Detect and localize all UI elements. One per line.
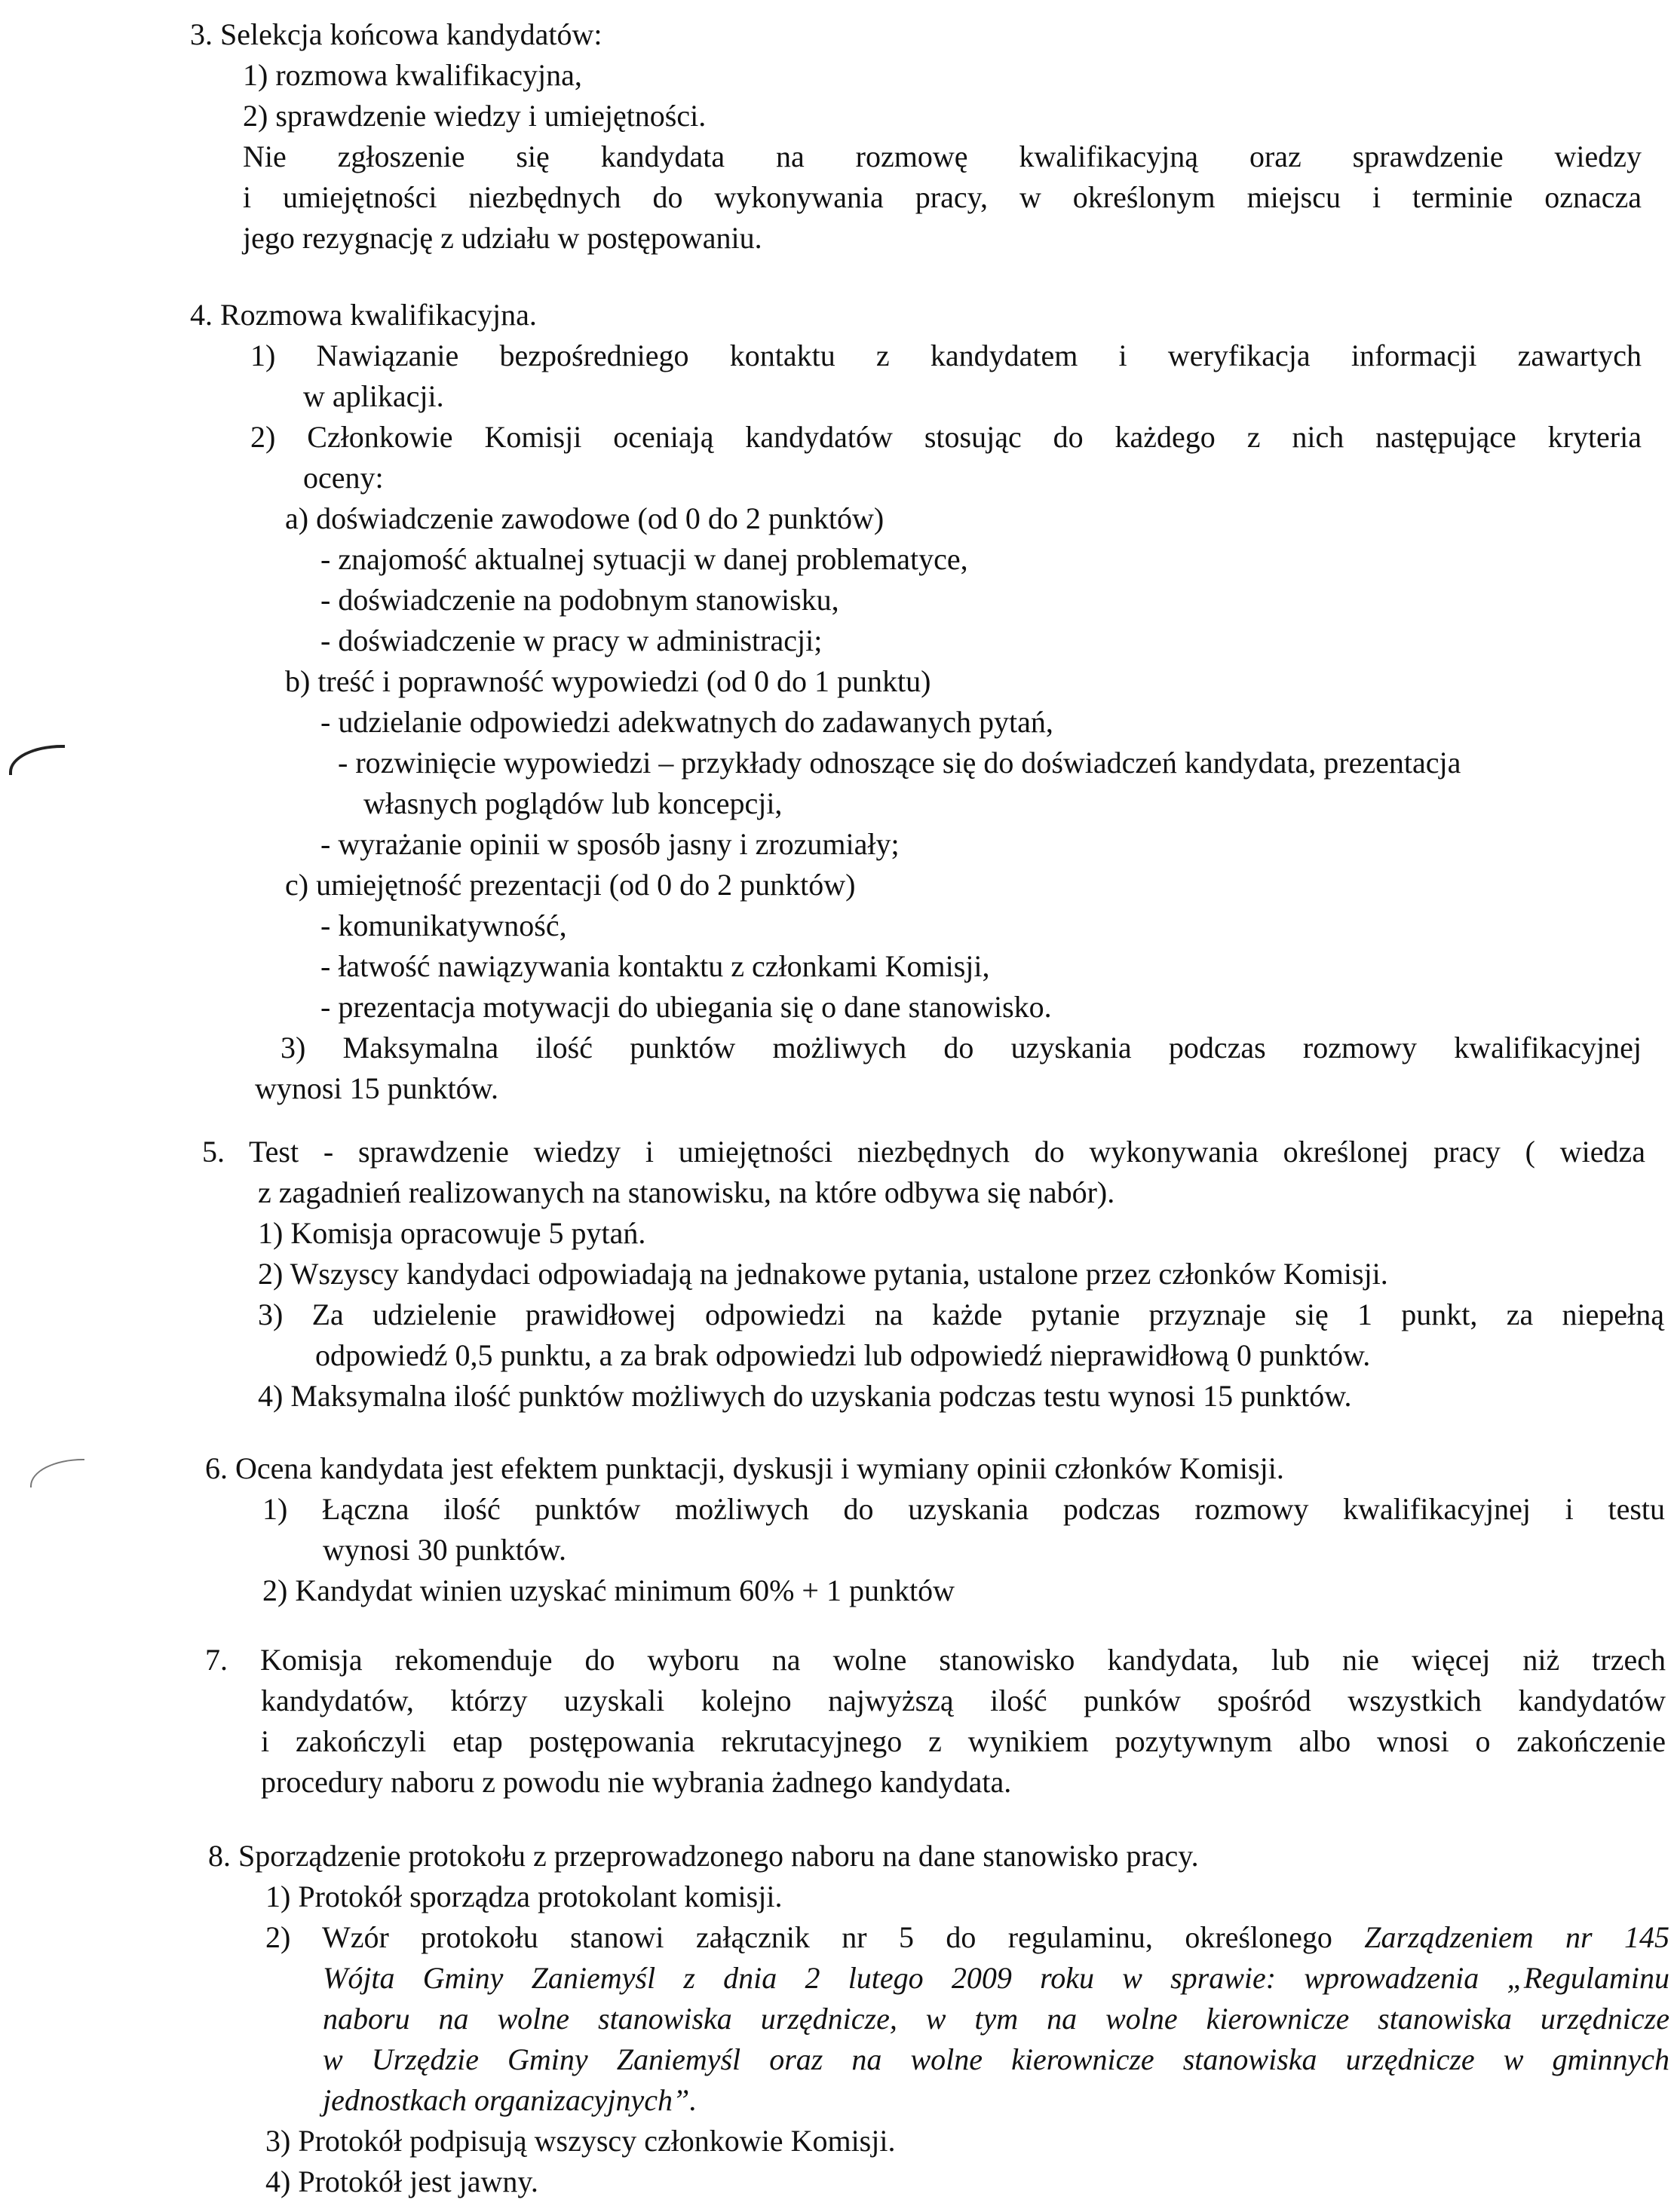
section-8-heading: 8. Sporządzenie protokołu z przeprowadzonego naboru na dane stanowisko pracy. xyxy=(208,1839,1199,1873)
section-8-item-2-text: 2) Wzór protokołu stanowi załącznik nr 5 do regulaminu, określonego xyxy=(265,1920,1332,1954)
section-4-item-3-cont: wynosi 15 punktów. xyxy=(255,1071,498,1105)
section-4-item-1-cont: w aplikacji. xyxy=(303,379,444,413)
criterion-b-point: - rozwinięcie wypowiedzi – przykłady odnoszące się do doświadczeń kandydata, prezentacja xyxy=(338,746,1461,780)
section-8-item-2-regulation: w Urzędzie Gminy Zaniemyśl oraz na wolne kierownicze stanowiska urzędnicze w gminnych xyxy=(323,2042,1669,2076)
section-5-heading-cont: z zagadnień realizowanych na stanowisku, na które odbywa się nabór). xyxy=(258,1175,1115,1209)
section-5-item-4: 4) Maksymalna ilość punktów możliwych do uzyskania podczas testu wynosi 15 punktów. xyxy=(258,1379,1352,1413)
section-7-line: procedury naboru z powodu nie wybrania żadnego kandydata. xyxy=(261,1765,1012,1799)
punch-hole-mark xyxy=(9,745,65,775)
punch-hole-mark xyxy=(30,1459,84,1487)
section-6-item-1-cont: wynosi 30 punktów. xyxy=(323,1533,566,1567)
section-8-item-3: 3) Protokół podpisują wszyscy członkowie Komisji. xyxy=(265,2124,896,2158)
section-7-line: i zakończyli etap postępowania rekrutacyjnego z wynikiem pozytywnym albo wnosi o zakończenie xyxy=(261,1724,1666,1758)
section-5-item-3: 3) Za udzielenie prawidłowej odpowiedzi na każde pytanie przyznaje się 1 punkt, za niepełną xyxy=(258,1297,1664,1331)
criterion-c-heading: c) umiejętność prezentacji (od 0 do 2 punktów) xyxy=(285,868,856,902)
section-4-item-2-cont: oceny: xyxy=(303,461,384,495)
criterion-c-point: - łatwość nawiązywania kontaktu z członkami Komisji, xyxy=(320,949,990,983)
criterion-a-point: - doświadczenie na podobnym stanowisku, xyxy=(320,583,839,617)
section-5-item-1: 1) Komisja opracowuje 5 pytań. xyxy=(258,1216,646,1250)
section-3-heading: 3. Selekcja końcowa kandydatów: xyxy=(190,17,602,51)
criterion-c-point: - prezentacja motywacji do ubiegania się o dane stanowisko. xyxy=(320,990,1052,1024)
section-8-item-2-regulation: Wójta Gminy Zaniemyśl z dnia 2 lutego 2009 roku w sprawie: wprowadzenia „Regulaminu xyxy=(323,1961,1669,1995)
section-3-paragraph-line: Nie zgłoszenie się kandydata na rozmowę kwalifikacyjną oraz sprawdzenie wiedzy xyxy=(243,139,1642,173)
criterion-c-point: - komunikatywność, xyxy=(320,908,567,942)
section-7-line: 7. Komisja rekomenduje do wyboru na wolne stanowisko kandydata, lub nie więcej niż trzech xyxy=(205,1643,1666,1677)
section-6-heading: 6. Ocena kandydata jest efektem punktacji, dyskusji i wymiany opinii członków Komisji. xyxy=(205,1451,1284,1485)
section-4-item-2: 2) Członkowie Komisji oceniają kandydatów stosując do każdego z nich następujące kryteria xyxy=(250,420,1642,454)
section-8-item-4: 4) Protokół jest jawny. xyxy=(265,2165,538,2198)
section-5-item-2: 2) Wszyscy kandydaci odpowiadają na jednakowe pytania, ustalone przez członków Komisji. xyxy=(258,1257,1388,1291)
section-6-item-2: 2) Kandydat winien uzyskać minimum 60% + 1 punktów xyxy=(262,1573,955,1607)
section-4-heading: 4. Rozmowa kwalifikacyjna. xyxy=(190,298,537,332)
criterion-b-point-cont: własnych poglądów lub koncepcji, xyxy=(363,786,783,820)
section-8-item-2-regulation: naboru na wolne stanowiska urzędnicze, w tym na wolne kierownicze stanowiska urzędnicze xyxy=(323,2002,1669,2036)
section-5-heading: 5. Test - sprawdzenie wiedzy i umiejętności niezbędnych do wykonywania określonej pracy ( wiedza xyxy=(202,1135,1645,1169)
section-3-item-1: 1) rozmowa kwalifikacyjna, xyxy=(243,58,582,92)
section-3-item-2: 2) sprawdzenie wiedzy i umiejętności. xyxy=(243,99,707,133)
criterion-a-point: - doświadczenie w pracy w administracji; xyxy=(320,623,823,657)
criterion-a-heading: a) doświadczenie zawodowe (od 0 do 2 punktów) xyxy=(285,501,885,535)
section-5-item-3-cont: odpowiedź 0,5 punktu, a za brak odpowiedzi lub odpowiedź nieprawidłową 0 punktów. xyxy=(315,1338,1371,1372)
section-8-item-2-regulation: jednostkach organizacyjnych”. xyxy=(323,2083,698,2117)
criterion-b-heading: b) treść i poprawność wypowiedzi (od 0 do 1 punktu) xyxy=(285,664,931,698)
criterion-b-point: - udzielanie odpowiedzi adekwatnych do zadawanych pytań, xyxy=(320,705,1053,739)
section-8-item-1: 1) Protokół sporządza protokolant komisji. xyxy=(265,1880,783,1913)
section-8-item-2 xyxy=(265,1918,1669,1957)
section-4-item-3: 3) Maksymalna ilość punktów możliwych do uzyskania podczas rozmowy kwalifikacyjnej xyxy=(281,1031,1642,1065)
criterion-b-point: - wyrażanie opinii w sposób jasny i zrozumiały; xyxy=(320,827,900,861)
section-3-paragraph-line: jego rezygnację z udziału w postępowaniu. xyxy=(243,221,762,255)
section-7-line: kandydatów, którzy uzyskali kolejno najwyższą ilość punków spośród wszystkich kandydatów xyxy=(261,1684,1666,1717)
criterion-a-point: - znajomość aktualnej sytuacji w danej problematyce, xyxy=(320,542,968,576)
section-6-item-1: 1) Łączna ilość punktów możliwych do uzyskania podczas rozmowy kwalifikacyjnej i testu xyxy=(262,1492,1665,1526)
section-3-paragraph-line: i umiejętności niezbędnych do wykonywania pracy, w określonym miejscu i terminie oznacza xyxy=(243,180,1642,214)
section-4-item-1: 1) Nawiązanie bezpośredniego kontaktu z kandydatem i weryfikacja informacji zawartych xyxy=(250,339,1642,372)
section-8-item-2-regulation-ref: Zarządzeniem nr 145 xyxy=(1364,1920,1669,1954)
